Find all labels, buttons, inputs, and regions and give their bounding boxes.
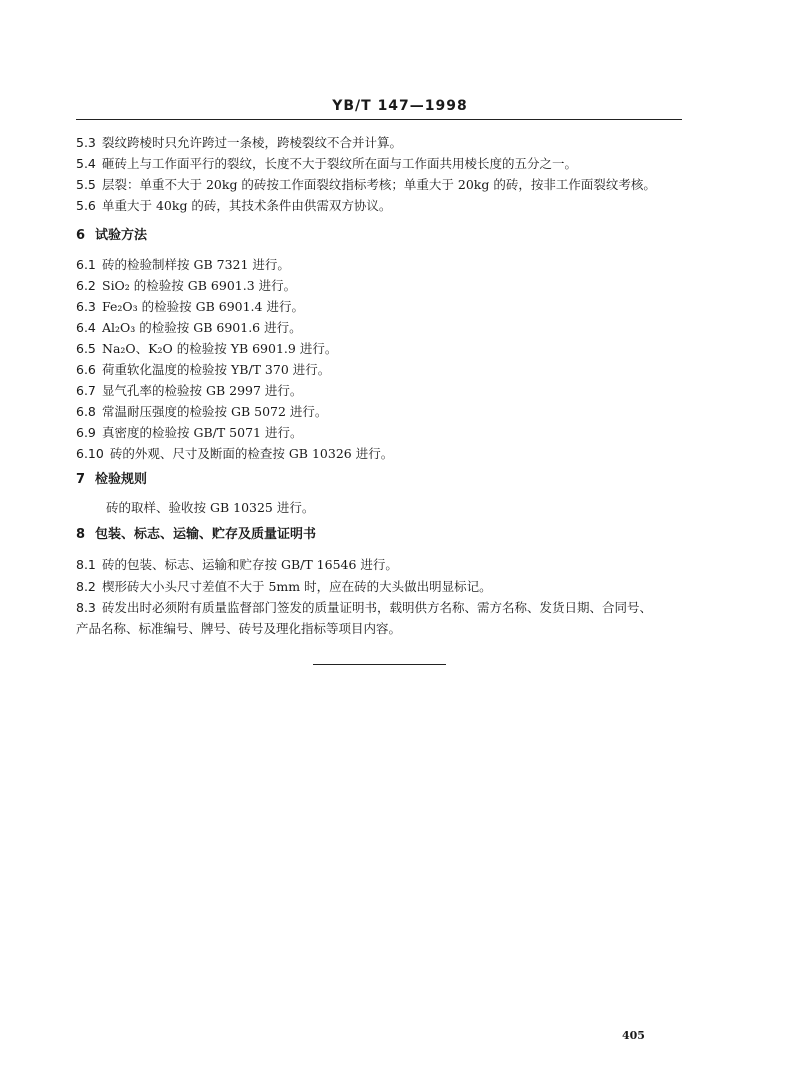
- clause-text: 真密度的检验按 GB/T 5071 进行。: [102, 425, 303, 440]
- section-number: 6: [76, 228, 86, 243]
- section-7-heading: [76, 472, 147, 488]
- clause-text: 单重大于 40kg 的砖，其技术条件由供需双方协议。: [102, 198, 392, 213]
- clause-number: 8.1: [76, 557, 96, 572]
- clause-text: 裂纹跨棱时只允许跨过一条棱，跨棱裂纹不合并计算。: [102, 135, 403, 150]
- end-of-standard-rule: [313, 664, 446, 665]
- clause-5-5: [76, 177, 696, 193]
- clause-6-4: [76, 320, 696, 336]
- section-6-heading: [76, 228, 147, 244]
- clause-number: 8.3: [76, 600, 96, 615]
- clause-6-8: [76, 404, 696, 420]
- clause-number: 5.4: [76, 156, 96, 171]
- section-8-heading: [76, 527, 316, 543]
- clause-text: 层裂：单重不大于 20kg 的砖按工作面裂纹指标考核；单重大于 20kg 的砖，按非工作面裂纹考核。: [102, 177, 656, 192]
- section-number: 8: [76, 527, 86, 542]
- clause-number: 6.8: [76, 404, 96, 419]
- clause-5-6: [76, 198, 696, 214]
- clause-text: Al₂O₃ 的检验按 GB 6901.6 进行。: [102, 320, 302, 335]
- clause-number: 6.2: [76, 278, 96, 293]
- clause-text: 砖的包装、标志、运输和贮存按 GB/T 16546 进行。: [102, 557, 398, 572]
- clause-number: 6.6: [76, 362, 96, 377]
- document-code-header: YB/T 147—1998: [332, 98, 468, 114]
- clause-5-3: [76, 135, 696, 151]
- clause-6-7: [76, 383, 696, 399]
- clause-text: 荷重软化温度的检验按 YB/T 370 进行。: [102, 362, 331, 377]
- clause-number: 6.1: [76, 257, 96, 272]
- clause-text: 砸砖上与工作面平行的裂纹，长度不大于裂纹所在面与工作面共用棱长度的五分之一。: [102, 156, 578, 171]
- section-title: 检验规则: [95, 472, 148, 487]
- clause-text: 砖的检验制样按 GB 7321 进行。: [102, 257, 290, 272]
- header-rule: [76, 119, 682, 120]
- clause-text: 砖发出时必须附有质量监督部门签发的质量证明书，载明供方名称、需方名称、发货日期、合同号、: [102, 600, 653, 615]
- clause-6-6: [76, 362, 696, 378]
- clause-text: Fe₂O₃ 的检验按 GB 6901.4 进行。: [102, 299, 304, 314]
- clause-number: 6.4: [76, 320, 96, 335]
- clause-text: SiO₂ 的检验按 GB 6901.3 进行。: [102, 278, 297, 293]
- clause-8-1: [76, 557, 696, 573]
- clause-6-1: [76, 257, 696, 273]
- page-number: 405: [622, 1029, 645, 1042]
- clause-8-3-continuation: 产品名称、标准编号、牌号、砖号及理化指标等项目内容。: [76, 621, 402, 636]
- clause-8-2: [76, 579, 696, 595]
- clause-number: 6.5: [76, 341, 96, 356]
- clause-6-9: [76, 425, 696, 441]
- clause-text: 显气孔率的检验按 GB 2997 进行。: [102, 383, 303, 398]
- clause-6-3: [76, 299, 696, 315]
- section-title: 包装、标志、运输、贮存及质量证明书: [95, 527, 317, 542]
- clause-number: 6.7: [76, 383, 96, 398]
- section-title: 试验方法: [95, 228, 148, 243]
- section-number: 7: [76, 472, 86, 487]
- section-7-paragraph: 砖的取样、验收按 GB 10325 进行。: [106, 500, 315, 515]
- clause-5-4: [76, 156, 696, 172]
- clause-number: 6.9: [76, 425, 96, 440]
- clause-text: 常温耐压强度的检验按 GB 5072 进行。: [102, 404, 328, 419]
- clause-text: 砖的外观、尺寸及断面的检查按 GB 10326 进行。: [109, 446, 394, 461]
- clause-text: Na₂O、K₂O 的检验按 YB 6901.9 进行。: [102, 341, 338, 356]
- clause-6-5: [76, 341, 696, 357]
- clause-number: 6.10: [76, 446, 104, 461]
- clause-number: 5.5: [76, 177, 96, 192]
- clause-number: 5.3: [76, 135, 96, 150]
- clause-6-2: [76, 278, 696, 294]
- clause-8-3: [76, 600, 696, 616]
- clause-number: 8.2: [76, 579, 96, 594]
- clause-text: 楔形砖大小头尺寸差值不大于 5mm 时，应在砖的大头做出明显标记。: [102, 579, 492, 594]
- clause-6-10: [76, 446, 696, 462]
- clause-number: 5.6: [76, 198, 96, 213]
- clause-number: 6.3: [76, 299, 96, 314]
